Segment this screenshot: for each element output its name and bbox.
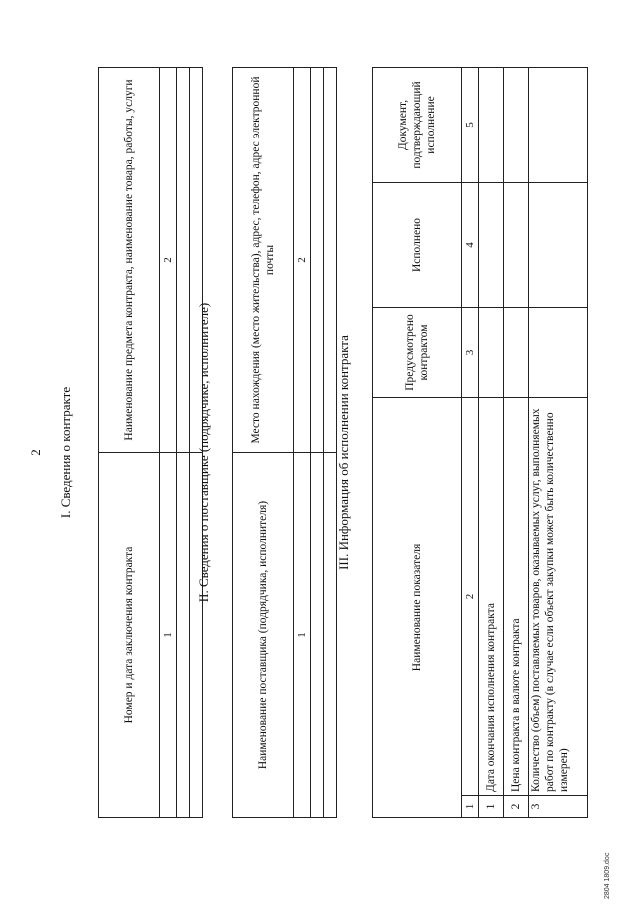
- column-number: 2: [462, 397, 479, 795]
- empty-cell: [504, 182, 529, 307]
- indicator-name-header: Наименование показателя: [373, 397, 462, 817]
- document-header: Документ, подтверждающий исполнение: [373, 67, 462, 182]
- execution-info-table: [372, 67, 588, 818]
- empty-cell: [504, 307, 529, 397]
- contract-number-header: Номер и дата заключения контракта: [99, 453, 160, 818]
- empty-cell: [324, 68, 337, 453]
- supplier-name-header: Наименование поставщика (подрядчика, исполнителя): [233, 453, 294, 818]
- section-1-title: I. Сведения о контракте: [58, 386, 73, 519]
- empty-cell: [324, 453, 337, 818]
- empty-cell: [529, 182, 588, 307]
- row-number: 1: [479, 796, 504, 818]
- empty-cell: [177, 453, 190, 818]
- indicator-name: Количество (объем) поставляемых товаров, оказываемых услуг, выполняемых работ по контракту (в случае если объект закупки может быть количественно измерен): [529, 397, 588, 795]
- contract-info-table: [98, 67, 203, 818]
- page-number: 2: [28, 449, 43, 456]
- column-number: 4: [462, 182, 479, 307]
- column-number: 1: [462, 796, 479, 818]
- column-number: 2: [294, 68, 311, 453]
- indicator-name: Цена контракта в валюте контракта: [504, 397, 529, 795]
- section-2-title: II. Сведения о поставщике (подрядчике, исполнителе): [196, 302, 211, 603]
- empty-cell: [177, 68, 190, 453]
- section-3-title: III. Информация об исполнении контракта: [336, 335, 351, 570]
- contract-subject-header: Наименование предмета контракта, наименование товара, работы, услуги: [99, 68, 160, 453]
- empty-cell: [529, 307, 588, 397]
- column-number: 2: [160, 68, 177, 453]
- column-number: 5: [462, 67, 479, 182]
- empty-cell: [479, 67, 504, 182]
- row-number: 2: [504, 796, 529, 818]
- empty-cell: [479, 307, 504, 397]
- empty-cell: [311, 453, 324, 818]
- indicator-name: Дата окончания исполнения контракта: [479, 397, 504, 795]
- empty-cell: [479, 182, 504, 307]
- empty-cell: [504, 67, 529, 182]
- row-number: 3: [529, 796, 588, 818]
- executed-header: Исполнено: [373, 182, 462, 307]
- empty-cell: [311, 68, 324, 453]
- file-name: 2804 1809.doc: [604, 852, 611, 899]
- column-number: 1: [294, 453, 311, 818]
- table-row: [504, 67, 529, 817]
- supplier-address-header: Место нахождения (место жительства), адрес, телефон, адрес электронной почты: [233, 68, 294, 453]
- table-row: [479, 67, 504, 817]
- column-number: 3: [462, 307, 479, 397]
- column-number: 1: [160, 453, 177, 818]
- table-row: [529, 67, 588, 817]
- supplier-info-table: [232, 67, 337, 818]
- planned-header: Предусмотрено контрактом: [373, 307, 462, 397]
- empty-cell: [529, 67, 588, 182]
